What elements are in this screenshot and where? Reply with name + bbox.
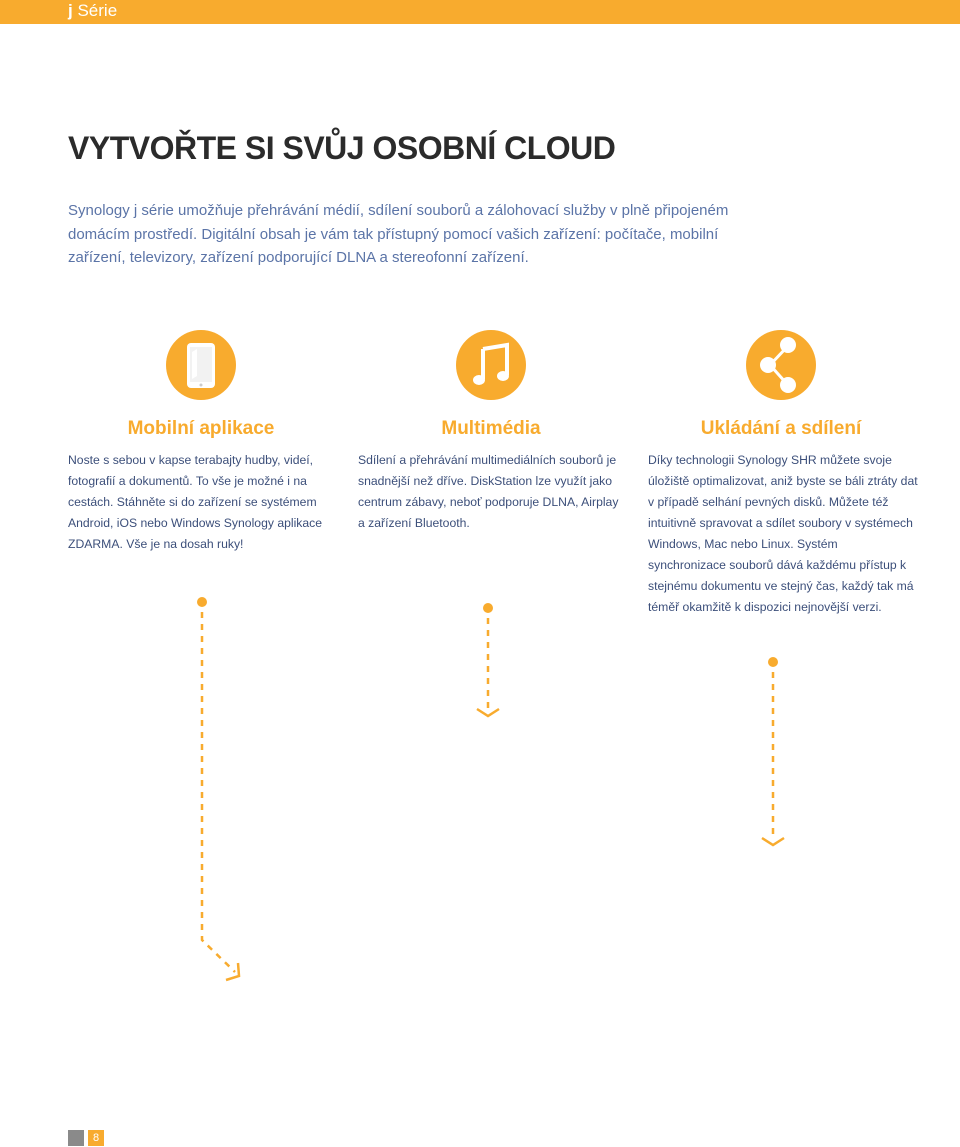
intro-paragraph: Synology j série umožňuje přehrávání médií, sdílení souborů a zálohovací služby v plně připojeném domácím prostředí. Digitální obsah je vám tak přístupný pomocí vašich zařízení: počítače, mobilní zařízení, televizory, zařízení podporující DLNA a stereofonní zařízení. — [68, 202, 729, 267]
series-text: Série — [77, 1, 118, 20]
page-title: VYTVOŘTE SI SVŮJ OSOBNÍ CLOUD — [68, 130, 616, 166]
feature-text: Sdílení a přehrávání multimediálních souborů je snadnější než dříve. DiskStation lze využít jako centrum zábavy, neboť podporuje DLNA, Airplay a zařízení Bluetooth. — [358, 453, 619, 530]
feature-heading: Ukládání a sdílení — [700, 418, 862, 439]
arrow-storage — [762, 657, 784, 845]
arrow-multimedia — [477, 603, 499, 716]
feature-text: Díky technologii Synology SHR můžete svoje úložiště optimalizovat, aniž byste se báli ztráty dat v případě selhání pevných disků. Můžete též intuitivně spravovat a sdílet soubory v systémech Windows, Mac nebo Linux. Systém synchronizace souborů dává každému přístup k stejnému dokumentu ve stejný čas, každý tak má téměř okamžitě k dispozici nejnovější verzi. — [648, 453, 918, 614]
feature-text: Noste s sebou v kapse terabajty hudby, videí, fotografií a dokumentů. To vše je možné i na cestách. Stáhněte si do zařízení se systémem Android, iOS nebo Windows Synology aplikace ZDARMA. Vše je na dosah ruky! — [68, 453, 323, 551]
feature-heading: Multimédia — [441, 418, 541, 439]
feature-heading: Mobilní aplikace — [127, 418, 275, 439]
series-brand: j — [68, 1, 73, 20]
footer-square — [68, 1130, 84, 1146]
page-number: 8 — [88, 1130, 104, 1146]
arrow-mobile — [197, 597, 239, 980]
